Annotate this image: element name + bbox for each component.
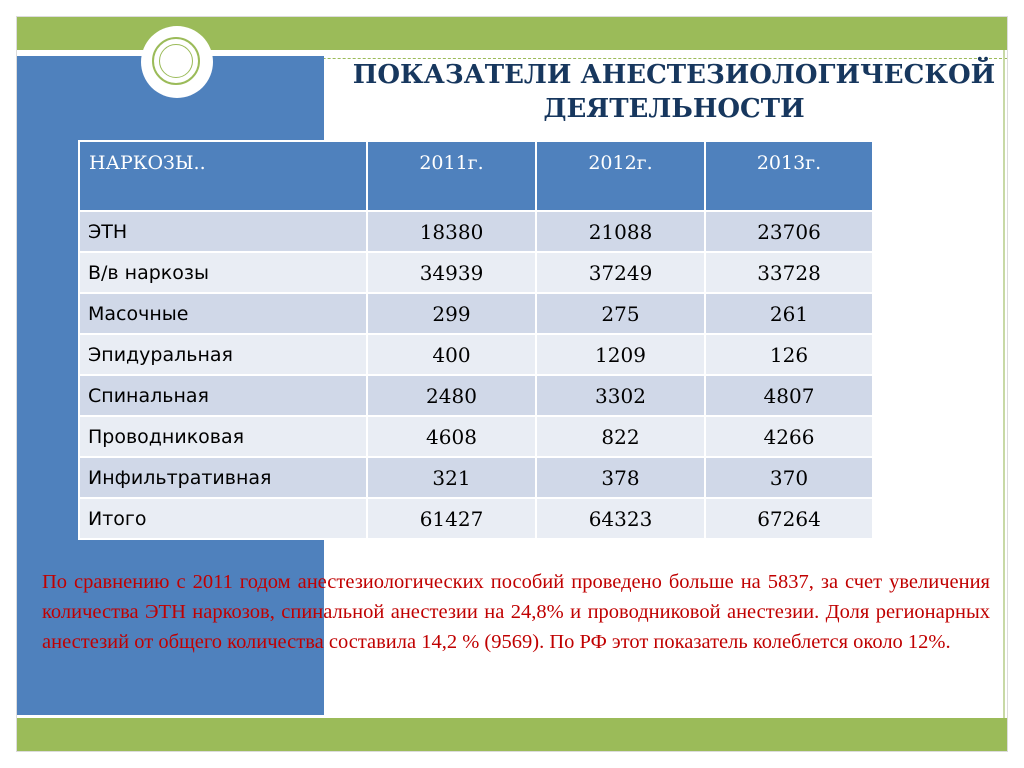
- value-2012: 3302: [536, 375, 705, 416]
- value-2011: 18380: [367, 211, 536, 252]
- table-row: [79, 252, 873, 293]
- table-header-row: [79, 141, 873, 211]
- row-name: Эпидуральная: [79, 334, 367, 375]
- anesthesia-table-container: [78, 140, 872, 540]
- row-name: Инфильтративная: [79, 457, 367, 498]
- right-edge-accent: [1003, 50, 1005, 718]
- table-row: [79, 375, 873, 416]
- title-line-2: ДЕЯТЕЛЬНОСТИ: [543, 94, 805, 124]
- table-row: [79, 211, 873, 252]
- header-2011: 2011г.: [367, 141, 536, 211]
- value-2011: 299: [367, 293, 536, 334]
- header-type: НАРКОЗЫ..: [79, 141, 367, 211]
- row-name: Проводниковая: [79, 416, 367, 457]
- emblem-inner-ring: [159, 44, 193, 78]
- value-2012: 822: [536, 416, 705, 457]
- header-2013: 2013г.: [705, 141, 873, 211]
- table-row-total: [79, 498, 873, 539]
- value-2012: 1209: [536, 334, 705, 375]
- value-2011: 61427: [367, 498, 536, 539]
- value-2012: 37249: [536, 252, 705, 293]
- table-row: [79, 293, 873, 334]
- value-2011: 321: [367, 457, 536, 498]
- value-2011: 4608: [367, 416, 536, 457]
- value-2013: 33728: [705, 252, 873, 293]
- table-row: [79, 457, 873, 498]
- title-line-1: ПОКАЗАТЕЛИ АНЕСТЕЗИОЛОГИЧЕСКОЙ: [352, 60, 996, 90]
- row-name: В/в наркозы: [79, 252, 367, 293]
- row-name: Спинальная: [79, 375, 367, 416]
- value-2012: 64323: [536, 498, 705, 539]
- value-2011: 34939: [367, 252, 536, 293]
- value-2011: 2480: [367, 375, 536, 416]
- table-row: [79, 334, 873, 375]
- table-row: [79, 416, 873, 457]
- header-2012: 2012г.: [536, 141, 705, 211]
- value-2011: 400: [367, 334, 536, 375]
- row-name: Масочные: [79, 293, 367, 334]
- value-2013: 261: [705, 293, 873, 334]
- circle-emblem-icon: [143, 28, 211, 96]
- value-2013: 4266: [705, 416, 873, 457]
- anesthesia-table: [78, 140, 874, 540]
- value-2013: 67264: [705, 498, 873, 539]
- value-2012: 378: [536, 457, 705, 498]
- value-2012: 21088: [536, 211, 705, 252]
- slide-title: [340, 58, 1008, 126]
- value-2013: 126: [705, 334, 873, 375]
- value-2013: 370: [705, 457, 873, 498]
- emblem-outer-ring: [152, 37, 200, 85]
- value-2012: 275: [536, 293, 705, 334]
- bottom-green-band: [17, 718, 1007, 751]
- value-2013: 4807: [705, 375, 873, 416]
- summary-text: По сравнению с 2011 годом анестезиологических пособий проведено больше на 5837, за счет увеличения количества ЭТН наркозов, спинальной анестезии на 24,8% и проводниковой анестезии. Доля регионарных анестезий от общего количества составила 14,2 % (9569). По РФ этот показатель колеблется около 12%.: [42, 571, 990, 653]
- row-name: ЭТН: [79, 211, 367, 252]
- row-name: Итого: [79, 498, 367, 539]
- value-2013: 23706: [705, 211, 873, 252]
